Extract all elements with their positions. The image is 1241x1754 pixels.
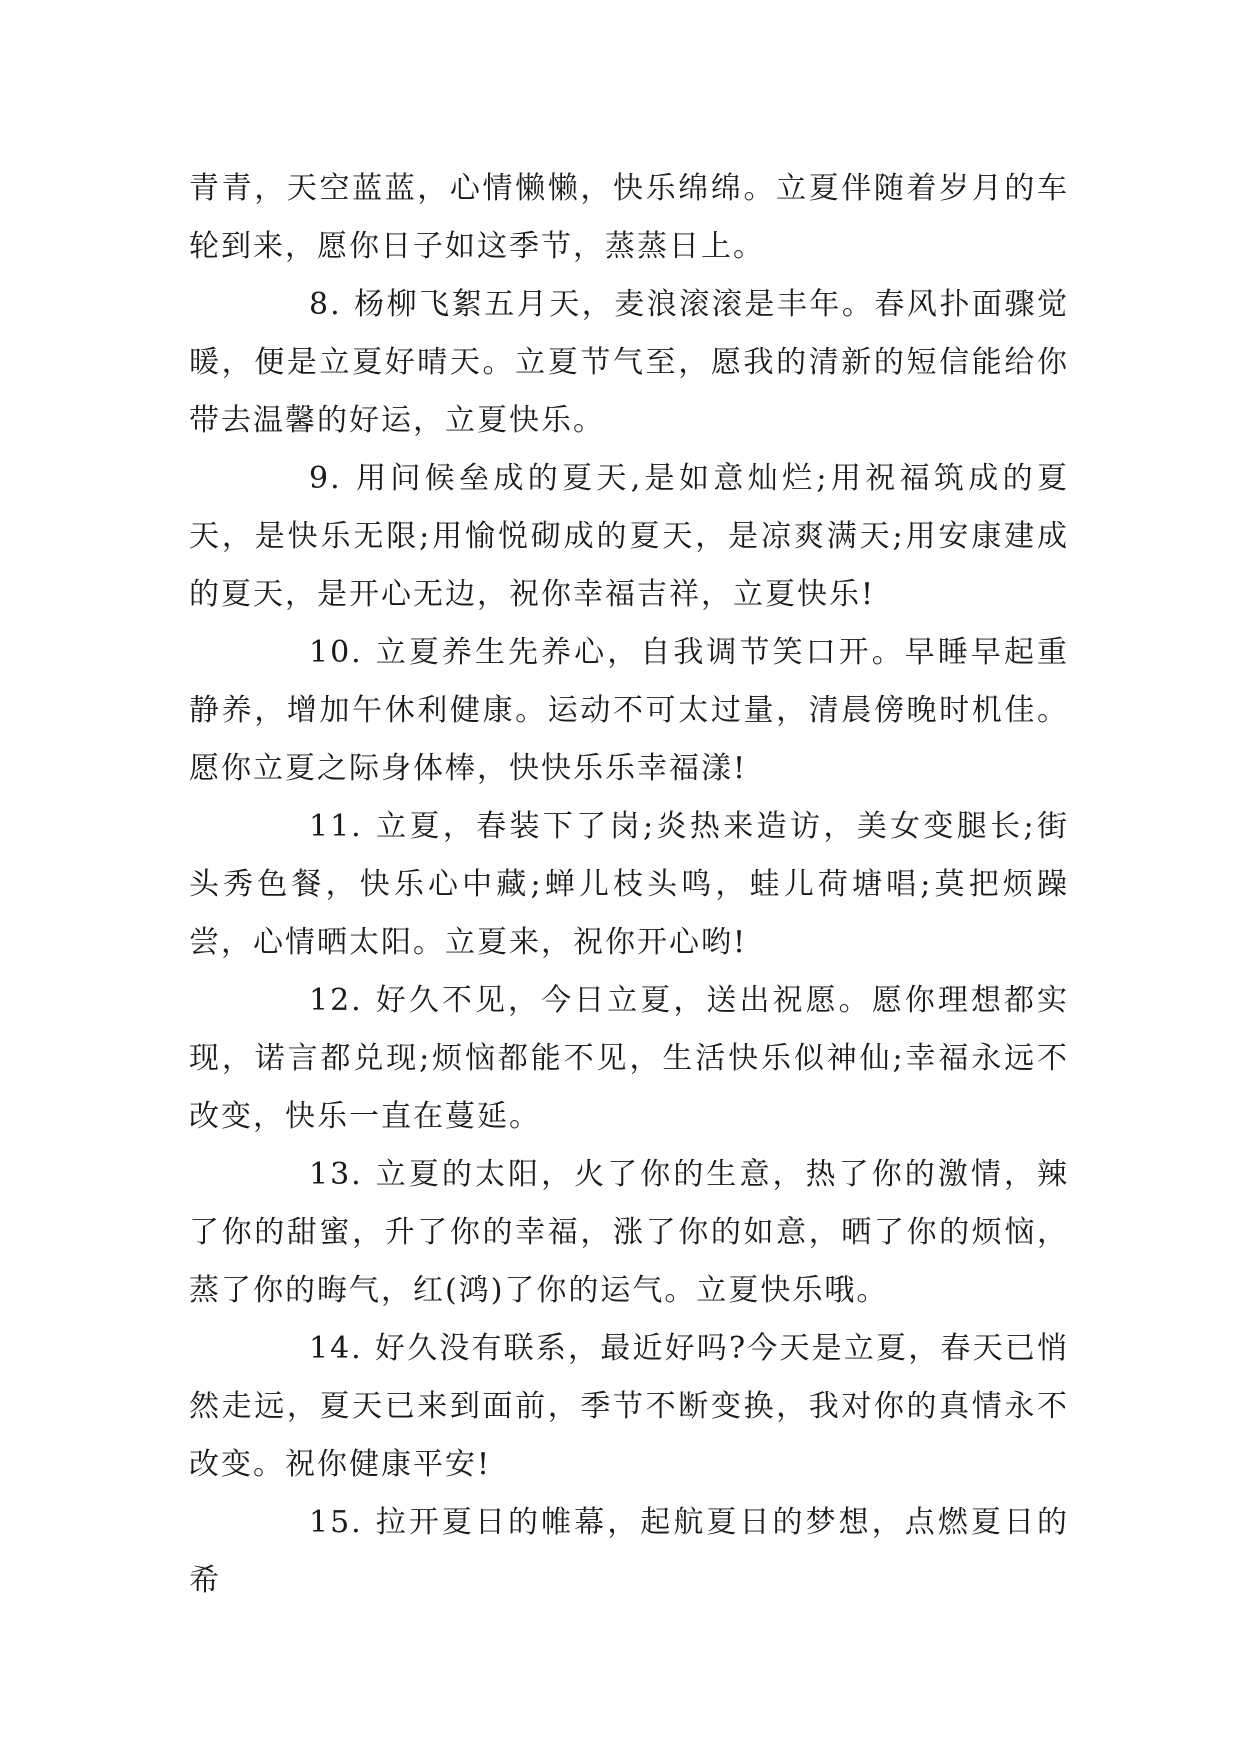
paragraph-text: 好久不见，今日立夏，送出祝愿。愿你理想都实现，诺言都兑现;烦恼都能不见，生活快乐似神仙;幸福永远不改变，快乐一直在蔓延。 (189, 983, 1069, 1134)
paragraph-12 (189, 972, 1069, 1146)
paragraph-15 (189, 1494, 1069, 1610)
paragraph-continued (189, 160, 1069, 276)
paragraph-number: 11. (309, 809, 363, 844)
paragraph-11 (189, 798, 1069, 972)
paragraph-number: 12. (309, 983, 363, 1018)
paragraph-14 (189, 1320, 1069, 1494)
paragraph-text: 杨柳飞絮五月天，麦浪滚滚是丰年。春风扑面骤觉暖，便是立夏好晴天。立夏节气至，愿我的清新的短信能给你带去温馨的好运，立夏快乐。 (189, 287, 1069, 438)
paragraph-number: 13. (309, 1157, 363, 1192)
paragraph-8 (189, 276, 1069, 450)
paragraph-text: 好久没有联系，最近好吗?今天是立夏，春天已悄然走远，夏天已来到面前，季节不断变换，我对你的真情永不改变。祝你健康平安! (189, 1331, 1069, 1482)
paragraph-10 (189, 624, 1069, 798)
paragraph-text: 立夏养生先养心，自我调节笑口开。早睡早起重静养，增加午休利健康。运动不可太过量，清晨傍晚时机佳。愿你立夏之际身体棒，快快乐乐幸福漾! (189, 635, 1069, 786)
paragraph-9 (189, 450, 1069, 624)
paragraph-text: 立夏的太阳，火了你的生意，热了你的激情，辣了你的甜蜜，升了你的幸福，涨了你的如意，晒了你的烦恼，蒸了你的晦气，红(鸿)了你的运气。立夏快乐哦。 (189, 1157, 1069, 1308)
paragraph-number: 14. (309, 1331, 363, 1366)
document-body (189, 160, 1069, 1610)
paragraph-number: 10. (309, 635, 363, 670)
paragraph-number: 9. (309, 461, 342, 496)
paragraph-number: 15. (309, 1505, 363, 1540)
paragraph-text: 用问候垒成的夏天,是如意灿烂;用祝福筑成的夏天，是快乐无限;用愉悦砌成的夏天，是凉爽满天;用安康建成的夏天，是开心无边，祝你幸福吉祥，立夏快乐! (189, 461, 1069, 612)
paragraph-text: 立夏，春装下了岗;炎热来造访，美女变腿长;街头秀色餐，快乐心中藏;蝉儿枝头鸣，蛙儿荷塘唱;莫把烦躁尝，心情晒太阳。立夏来，祝你开心哟! (189, 809, 1069, 960)
paragraph-13 (189, 1146, 1069, 1320)
paragraph-number: 8. (309, 287, 342, 322)
paragraph-text: 青青，天空蓝蓝，心情懒懒，快乐绵绵。立夏伴随着岁月的车轮到来，愿你日子如这季节，蒸蒸日上。 (189, 171, 1069, 264)
paragraph-text: 拉开夏日的帷幕，起航夏日的梦想，点燃夏日的希 (189, 1505, 1069, 1598)
